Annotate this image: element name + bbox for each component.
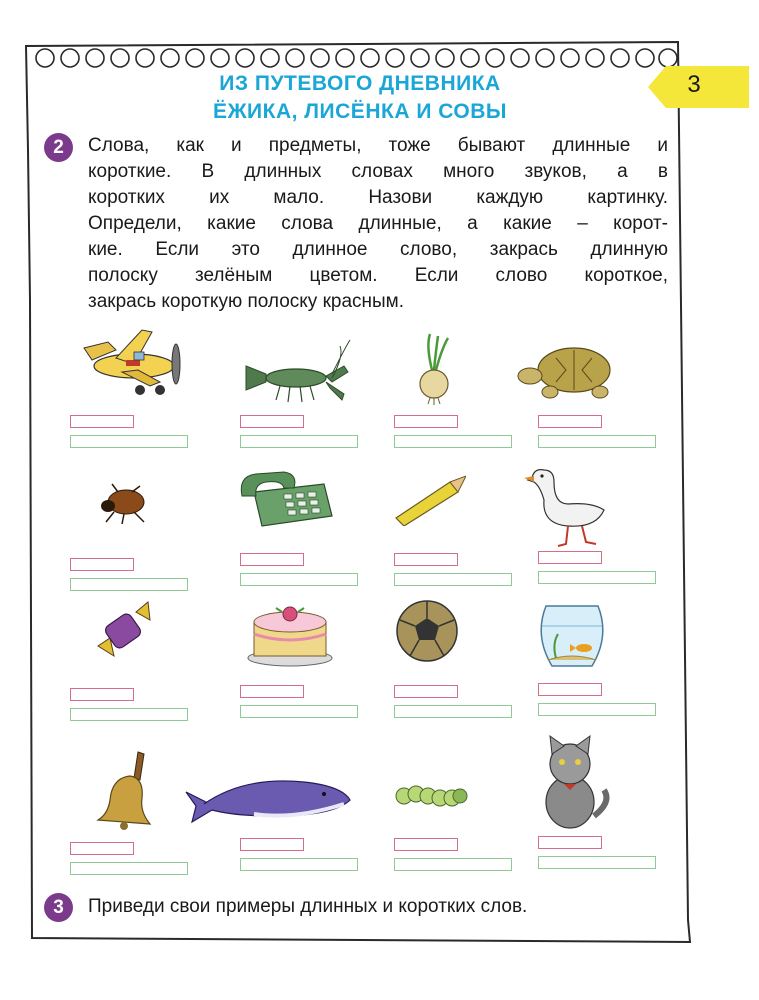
short-word-bar[interactable]: [394, 415, 458, 428]
airplane-picture: [76, 320, 188, 402]
telephone-picture: [236, 466, 336, 530]
page-title-line-2: ЁЖИКА, ЛИСЁНКА И СОВЫ: [213, 100, 507, 123]
long-word-bar[interactable]: [240, 435, 358, 448]
long-word-bar[interactable]: [240, 858, 358, 871]
short-word-bar[interactable]: [538, 415, 602, 428]
task-2-line-3: коротких их мало. Назови каждую картинку.: [88, 187, 668, 208]
task-2-line-4: Определи, какие слова длинные, а какие – корот-: [88, 213, 668, 234]
long-word-bar[interactable]: [394, 573, 512, 586]
cake-picture: [246, 600, 334, 668]
whale-picture: [184, 770, 354, 826]
task-2-line-6: полоску зелёным цветом. Если слово короткое,: [88, 265, 668, 286]
long-word-bar[interactable]: [394, 435, 512, 448]
short-word-bar[interactable]: [70, 842, 134, 855]
long-word-bar[interactable]: [70, 578, 188, 591]
long-word-bar[interactable]: [538, 435, 656, 448]
short-word-bar[interactable]: [240, 838, 304, 851]
long-word-bar[interactable]: [70, 708, 188, 721]
long-word-bar[interactable]: [394, 705, 512, 718]
onion-picture: [408, 332, 462, 406]
long-word-bar[interactable]: [538, 856, 656, 869]
page-number: 3: [687, 71, 701, 98]
task-3-number: 3: [44, 893, 73, 922]
goose-picture: [520, 460, 614, 548]
long-word-bar[interactable]: [70, 435, 188, 448]
candy-picture: [92, 598, 154, 660]
aquarium-picture: [534, 600, 610, 672]
pencil-picture: [394, 474, 466, 526]
short-word-bar[interactable]: [394, 838, 458, 851]
short-word-bar[interactable]: [70, 415, 134, 428]
short-word-bar[interactable]: [538, 683, 602, 696]
bell-picture: [94, 750, 158, 832]
short-word-bar[interactable]: [70, 558, 134, 571]
turtle-picture: [516, 340, 620, 404]
short-word-bar[interactable]: [538, 551, 602, 564]
short-word-bar[interactable]: [70, 688, 134, 701]
long-word-bar[interactable]: [394, 858, 512, 871]
task-2-number: 2: [44, 133, 73, 162]
beetle-picture: [92, 482, 156, 524]
crayfish-picture: [240, 338, 352, 410]
task-2-line-7: закрась короткую полоску красным.: [88, 291, 405, 312]
long-word-bar[interactable]: [240, 705, 358, 718]
short-word-bar[interactable]: [538, 836, 602, 849]
task-2-line-1: Слова, как и предметы, тоже бывают длинные и: [88, 135, 668, 156]
caterpillar-picture: [394, 778, 468, 814]
short-word-bar[interactable]: [240, 685, 304, 698]
short-word-bar[interactable]: [240, 415, 304, 428]
page-title-line-1: ИЗ ПУТЕВОГО ДНЕВНИКА: [219, 72, 501, 95]
short-word-bar[interactable]: [240, 553, 304, 566]
task-2-line-2: короткие. В длинных словах много звуков, а в: [88, 161, 668, 182]
task-2-line-5: кие. Если это длинное слово, закрась длинную: [88, 239, 668, 260]
long-word-bar[interactable]: [70, 862, 188, 875]
long-word-bar[interactable]: [538, 703, 656, 716]
kitten-picture: [530, 732, 614, 832]
long-word-bar[interactable]: [538, 571, 656, 584]
ball-picture: [394, 598, 460, 664]
short-word-bar[interactable]: [394, 685, 458, 698]
short-word-bar[interactable]: [394, 553, 458, 566]
task-3-text: Приведи свои примеры длинных и коротких слов.: [88, 896, 528, 917]
long-word-bar[interactable]: [240, 573, 358, 586]
